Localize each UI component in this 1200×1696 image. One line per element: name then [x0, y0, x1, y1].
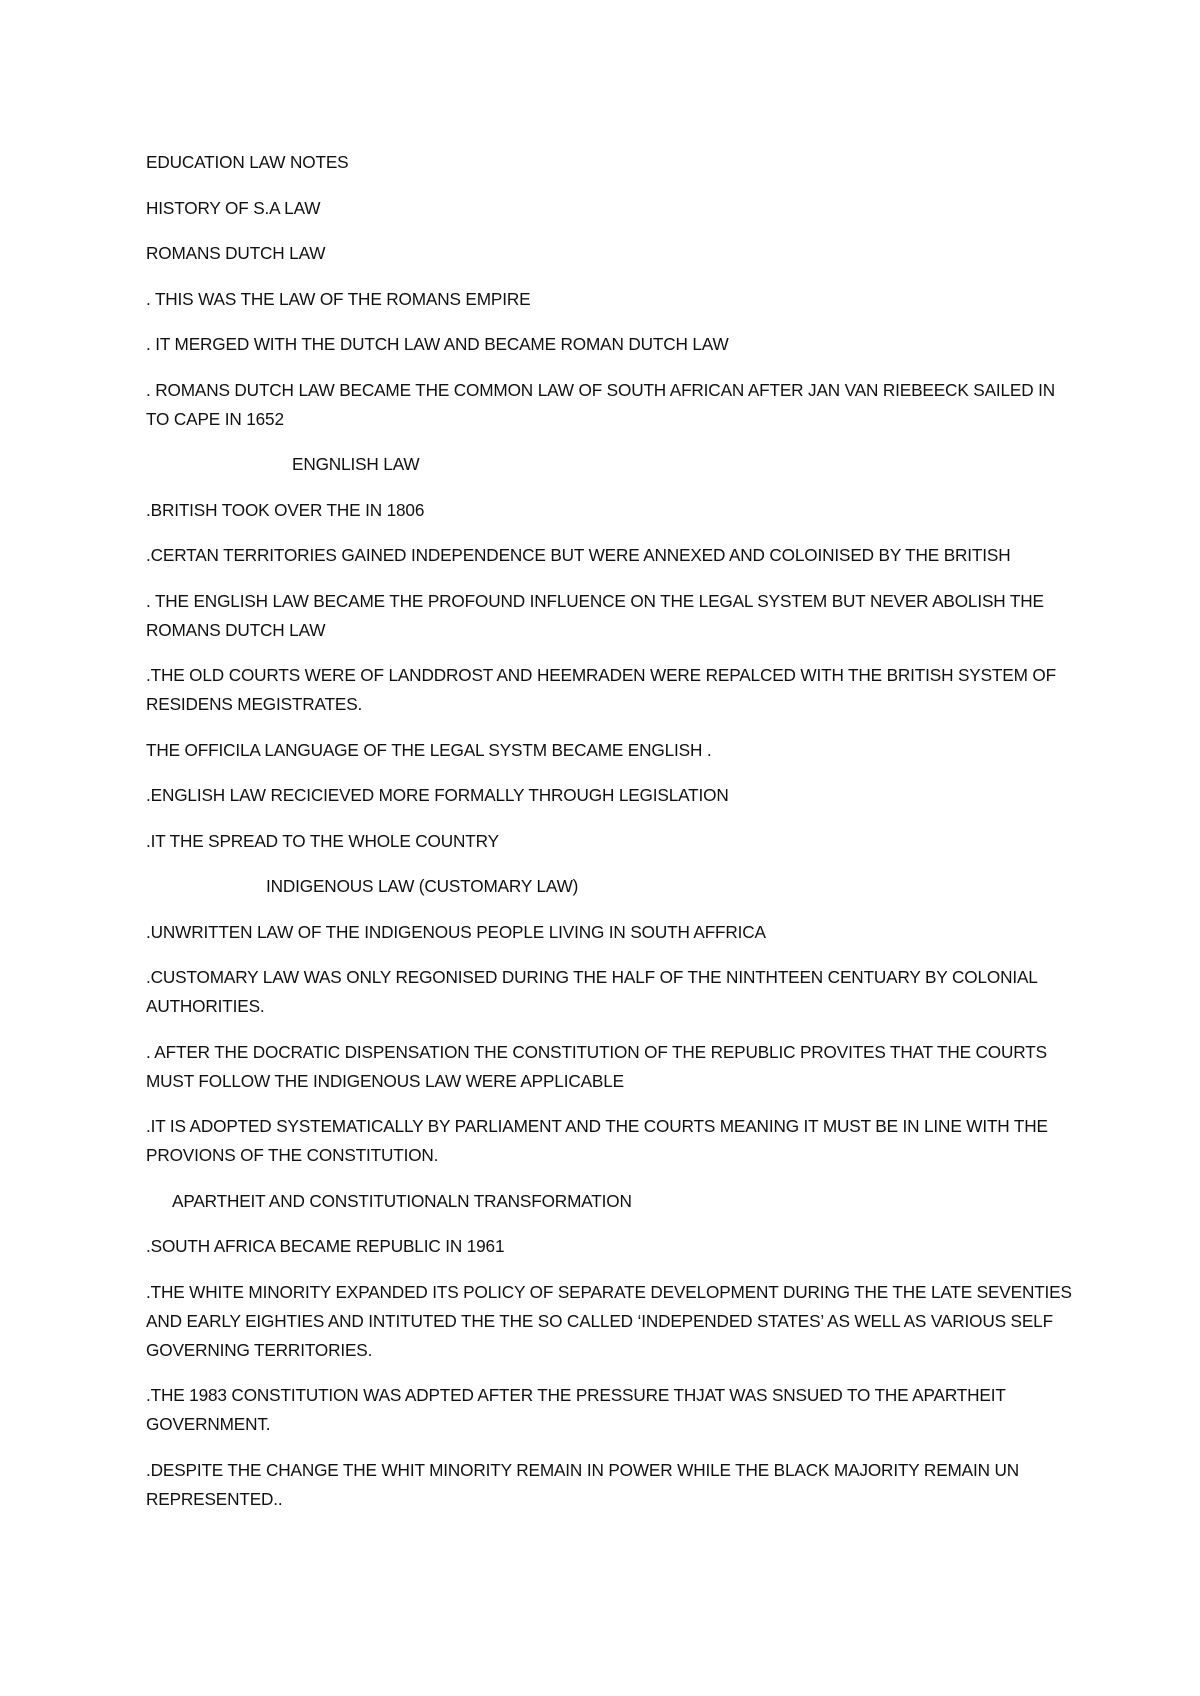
note-paragraph: .CERTAN TERRITORIES GAINED INDEPENDENCE BUT WERE ANNEXED AND COLOINISED BY THE BRITISH	[146, 545, 1011, 565]
note-paragraph: .IT THE SPREAD TO THE WHOLE COUNTRY	[146, 830, 499, 851]
note-paragraph: . ROMANS DUTCH LAW BECAME THE COMMON LAW OF SOUTH AFRICAN AFTER JAN VAN RIEBEECK SAILED IN TO CAPE IN 1652	[146, 379, 1056, 429]
note-paragraph: .BRITISH TOOK OVER THE IN 1806	[146, 499, 425, 520]
note-paragraph: . IT MERGED WITH THE DUTCH LAW AND BECAME ROMAN DUTCH LAW	[146, 334, 729, 354]
note-paragraph: . THIS WAS THE LAW OF THE ROMANS EMPIRE	[146, 288, 531, 309]
note-paragraph: .THE OLD COURTS WERE OF LANDDROST AND HEEMRADEN WERE REPALCED WITH THE BRITISH SYSTEM OF RESIDENS MEGISTRATES.	[146, 665, 1056, 714]
note-paragraph: .SOUTH AFRICA BECAME REPUBLIC IN 1961	[146, 1236, 505, 1256]
note-paragraph: .THE 1983 CONSTITUTION WAS ADPTED AFTER THE PRESSURE THJAT WAS SNSUED TO THE APARTHEIT GOVERNMENT.	[146, 1385, 1006, 1434]
document-title: EDUCATION LAW NOTES	[146, 152, 349, 172]
note-paragraph: . AFTER THE DOCRATIC DISPENSATION THE CONSTITUTION OF THE REPUBLIC PROVITES THAT THE COURTS MUST FOLLOW THE INDIGENOUS LAW WERE APPLICABLE	[146, 1041, 1047, 1091]
section-heading-history: HISTORY OF S.A LAW	[146, 197, 321, 218]
section-heading-english-law: ENGNLISH LAW	[292, 454, 420, 474]
note-paragraph: .CUSTOMARY LAW WAS ONLY REGONISED DURING THE HALF OF THE NINTHTEEN CENTUARY BY COLONIAL AUTHORITIES.	[146, 967, 1038, 1016]
section-heading-indigenous-law: INDIGENOUS LAW (CUSTOMARY LAW)	[266, 876, 579, 896]
note-paragraph: .UNWRITTEN LAW OF THE INDIGENOUS PEOPLE LIVING IN SOUTH AFFRICA	[146, 921, 766, 942]
note-paragraph: .DESPITE THE CHANGE THE WHIT MINORITY REMAIN IN POWER WHILE THE BLACK MAJORITY REMAIN UN REPRESENTED..	[146, 1459, 1020, 1509]
note-paragraph: .THE WHITE MINORITY EXPANDED ITS POLICY OF SEPARATE DEVELOPMENT DURING THE THE LATE SEVENTIES AND EARLY EIGHTIES AND INTITUTED THE THE SO CALLED ‘INDEPENDED STATES’ AS WELL AS VARIOUS SELF GOVERNING TERRITORIES.	[146, 1281, 1072, 1360]
document-body	[146, 148, 1076, 1530]
note-paragraph: .IT IS ADOPTED SYSTEMATICALLY BY PARLIAMENT AND THE COURTS MEANING IT MUST BE IN LINE WITH THE PROVIONS OF THE CONSTITUTION.	[146, 1116, 1048, 1165]
note-paragraph: .ENGLISH LAW RECICIEVED MORE FORMALLY THROUGH LEGISLATION	[146, 785, 729, 805]
note-paragraph: . THE ENGLISH LAW BECAME THE PROFOUND INFLUENCE ON THE LEGAL SYSTEM BUT NEVER ABOLISH THE ROMANS DUTCH LAW	[146, 590, 1044, 640]
note-paragraph: THE OFFICILA LANGUAGE OF THE LEGAL SYSTM BECAME ENGLISH .	[146, 739, 712, 760]
section-heading-roman-dutch-law: ROMANS DUTCH LAW	[146, 243, 326, 263]
section-heading-apartheid: APARTHEIT AND CONSTITUTIONALN TRANSFORMATION	[172, 1190, 632, 1211]
